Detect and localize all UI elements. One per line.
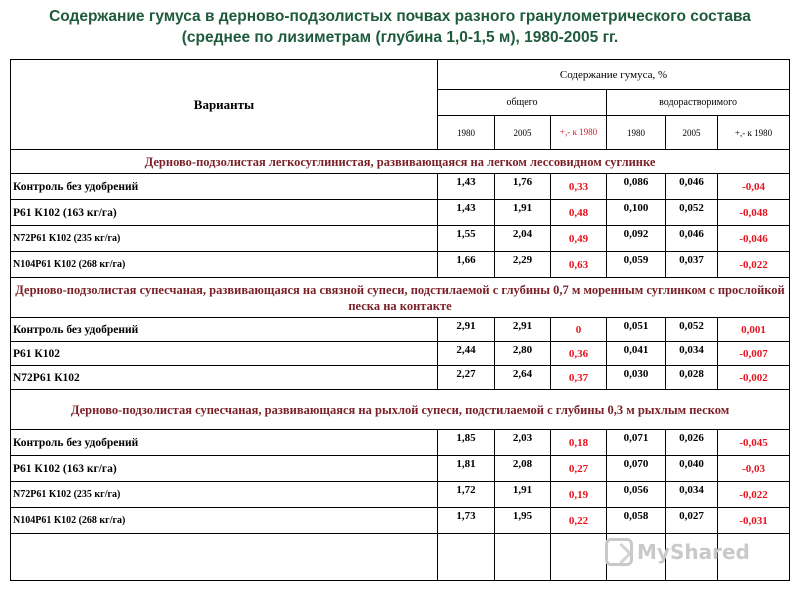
table-row [11, 226, 790, 252]
total-2005: 1,91 [495, 482, 551, 508]
soluble-1980: 0,051 [607, 318, 666, 342]
table-row [11, 482, 790, 508]
total-delta: 0,33 [551, 174, 607, 200]
header-soluble-2005: 2005 [666, 116, 718, 150]
total-delta: 0 [551, 318, 607, 342]
soluble-delta: -0,022 [718, 252, 790, 278]
section-header [11, 390, 790, 430]
header-year-2005: 2005 [495, 116, 551, 150]
total-1980: 2,44 [438, 342, 495, 366]
header-soluble-1980: 1980 [607, 116, 666, 150]
section-title: Дерново-подзолистая супесчаная, развивающаяся на рыхлой супеси, подстилаемой с глубины 0,3 м рыхлым песком [11, 390, 790, 430]
table-row [11, 318, 790, 342]
soluble-2005: 0,027 [666, 508, 718, 534]
soluble-2005: 0,034 [666, 482, 718, 508]
total-1980: 1,55 [438, 226, 495, 252]
soluble-1980: 0,086 [607, 174, 666, 200]
soluble-2005: 0,046 [666, 174, 718, 200]
watermark-logo-icon [605, 538, 633, 566]
total-1980: 2,91 [438, 318, 495, 342]
soluble-1980: 0,092 [607, 226, 666, 252]
total-delta: 0,18 [551, 430, 607, 456]
total-2005: 2,03 [495, 430, 551, 456]
soluble-2005: 0,037 [666, 252, 718, 278]
total-1980: 1,73 [438, 508, 495, 534]
total-delta: 0,48 [551, 200, 607, 226]
total-2005: 2,29 [495, 252, 551, 278]
table-row [11, 174, 790, 200]
soluble-2005: 0,034 [666, 342, 718, 366]
total-delta: 0,63 [551, 252, 607, 278]
table-row [11, 456, 790, 482]
soluble-delta: -0,045 [718, 430, 790, 456]
total-delta: 0,37 [551, 366, 607, 390]
total-delta: 0,19 [551, 482, 607, 508]
soluble-1980: 0,071 [607, 430, 666, 456]
soluble-1980: 0,100 [607, 200, 666, 226]
row-label: Р61 К102 (163 кг/га) [11, 456, 438, 482]
header-year-1980: 1980 [438, 116, 495, 150]
total-2005: 2,80 [495, 342, 551, 366]
total-delta: 0,36 [551, 342, 607, 366]
total-2005: 1,95 [495, 508, 551, 534]
total-2005: 2,91 [495, 318, 551, 342]
total-2005: 2,08 [495, 456, 551, 482]
header-total: общего [438, 90, 607, 116]
soluble-2005: 0,028 [666, 366, 718, 390]
section-header [11, 278, 790, 318]
row-label: Контроль без удобрений [11, 174, 438, 200]
total-2005: 2,64 [495, 366, 551, 390]
table-row [11, 342, 790, 366]
watermark [605, 538, 750, 566]
header-soluble: водорастворимого [607, 90, 790, 116]
row-label: Контроль без удобрений [11, 430, 438, 456]
soluble-delta: -0,048 [718, 200, 790, 226]
table-row [11, 366, 790, 390]
header-delta-total: +,- к 1980 [551, 116, 607, 150]
table-row [11, 508, 790, 534]
total-delta: 0,49 [551, 226, 607, 252]
section-title: Дерново-подзолистая супесчаная, развивающаяся на связной супеси, подстилаемой с глубины 0,7 м моренным суглинком с прослойкой песка на контакте [11, 278, 790, 318]
section-title: Дерново-подзолистая легкосуглинистая, развивающаяся на легком лессовидном суглинке [11, 150, 790, 174]
soluble-2005: 0,052 [666, 318, 718, 342]
total-2005: 1,91 [495, 200, 551, 226]
table-row [11, 430, 790, 456]
soluble-delta: 0,001 [718, 318, 790, 342]
total-2005: 1,76 [495, 174, 551, 200]
soluble-delta: -0,002 [718, 366, 790, 390]
soluble-1980: 0,058 [607, 508, 666, 534]
soluble-1980: 0,041 [607, 342, 666, 366]
humus-table [10, 59, 790, 581]
total-1980: 1,66 [438, 252, 495, 278]
soluble-1980: 0,030 [607, 366, 666, 390]
total-1980: 1,72 [438, 482, 495, 508]
total-delta: 0,27 [551, 456, 607, 482]
soluble-2005: 0,026 [666, 430, 718, 456]
total-1980: 2,27 [438, 366, 495, 390]
total-1980: 1,43 [438, 200, 495, 226]
soluble-1980: 0,056 [607, 482, 666, 508]
soluble-delta: -0,03 [718, 456, 790, 482]
page-title: Содержание гумуса в дерново-подзолистых почвах разного гранулометрического состава (среднее по лизиметрам (глубина 1,0-1,5 м), 1980-2005 гг. [49, 8, 751, 46]
row-label: Контроль без удобрений [11, 318, 438, 342]
watermark-text: MyShared [637, 540, 750, 564]
row-label: Р61 К102 (163 кг/га) [11, 200, 438, 226]
header-humus: Содержание гумуса, % [438, 60, 790, 90]
soluble-delta: -0,031 [718, 508, 790, 534]
total-delta: 0,22 [551, 508, 607, 534]
total-2005: 2,04 [495, 226, 551, 252]
soluble-delta: -0,022 [718, 482, 790, 508]
soluble-2005: 0,046 [666, 226, 718, 252]
soluble-2005: 0,040 [666, 456, 718, 482]
row-label: N72Р61 К102 (235 кг/га) [11, 482, 438, 508]
total-1980: 1,85 [438, 430, 495, 456]
table-row [11, 252, 790, 278]
soluble-delta: -0,007 [718, 342, 790, 366]
header-variants: Варианты [11, 60, 438, 150]
row-label: Р61 К102 [11, 342, 438, 366]
soluble-1980: 0,059 [607, 252, 666, 278]
total-1980: 1,81 [438, 456, 495, 482]
header-delta-soluble: +,- к 1980 [718, 116, 790, 150]
soluble-delta: -0,04 [718, 174, 790, 200]
section-header [11, 150, 790, 174]
row-label: N104Р61 К102 (268 кг/га) [11, 252, 438, 278]
soluble-2005: 0,052 [666, 200, 718, 226]
soluble-1980: 0,070 [607, 456, 666, 482]
total-1980: 1,43 [438, 174, 495, 200]
table-row [11, 200, 790, 226]
row-label: N104Р61 К102 (268 кг/га) [11, 508, 438, 534]
row-label: N72Р61 К102 [11, 366, 438, 390]
soluble-delta: -0,046 [718, 226, 790, 252]
row-label: N72Р61 К102 (235 кг/га) [11, 226, 438, 252]
